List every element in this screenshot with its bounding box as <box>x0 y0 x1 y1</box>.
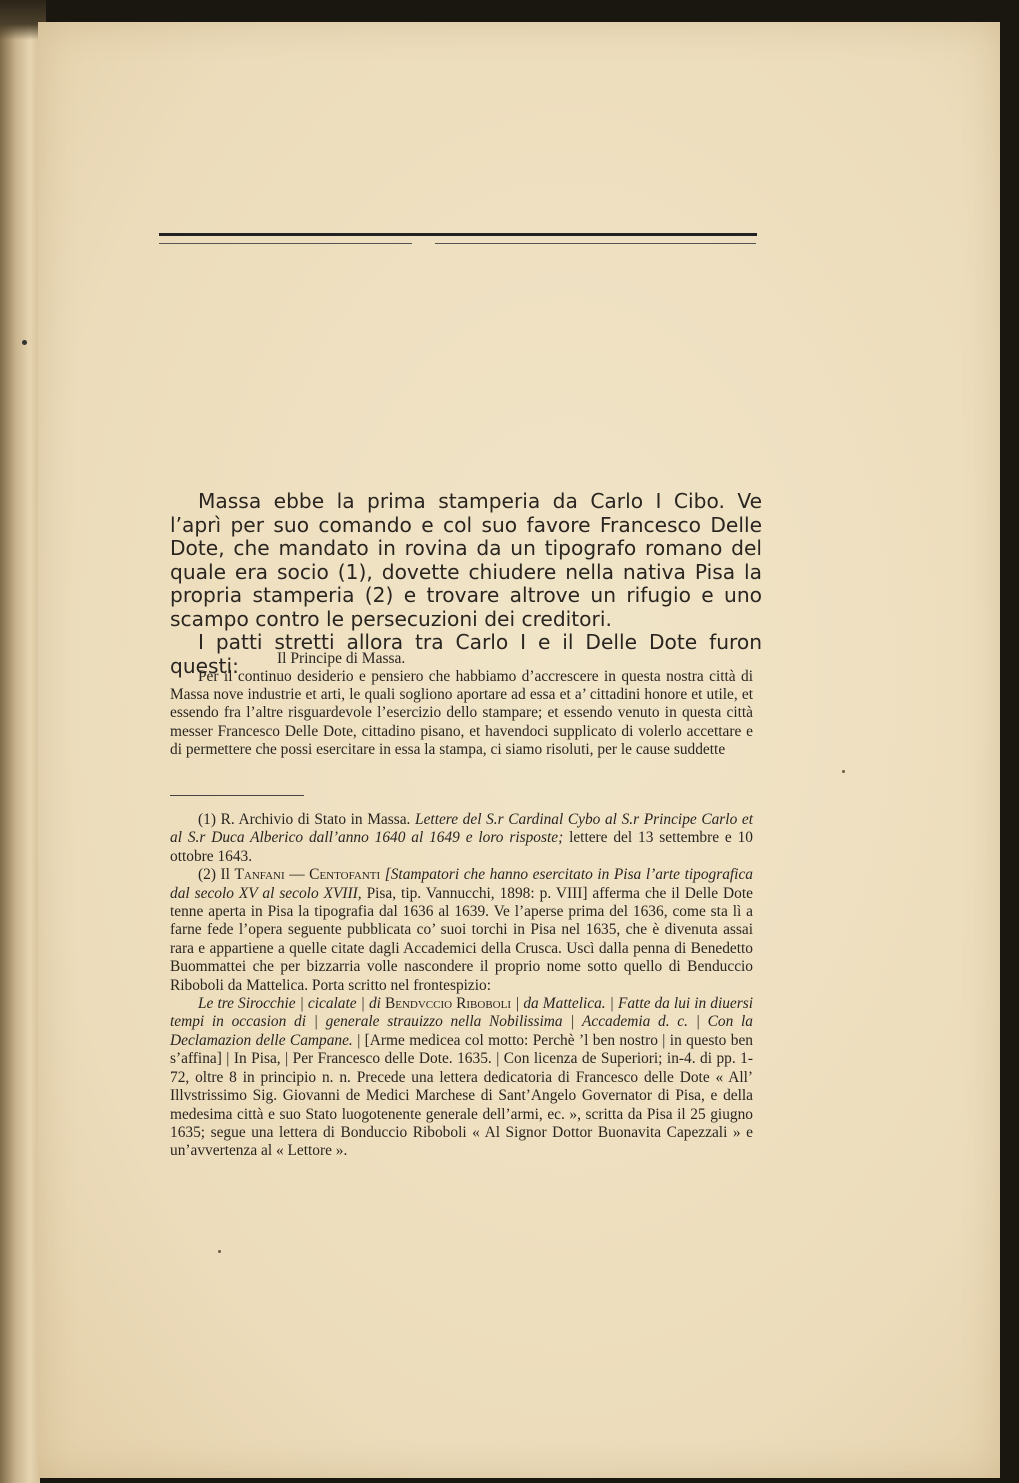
footnote-1-marker: (1) <box>198 811 216 828</box>
footnote-2 <box>170 866 753 995</box>
paper-speck <box>218 1250 221 1253</box>
footnote-1-dates: lettere del 13 settembre e 10 ottobre 1643. <box>170 829 753 865</box>
biblio-details: | [Arme medicea col motto: Perchè ’l ben nostro | in questo ben s’affina] | In Pisa, | Per Francesco delle Dote. 1635. | Con licenza de Superiori; in-4. di pp. 1-72, oltre 8 in principio n. n. Precede una lettera dedicatoria di Francesco delle Dote « All’ Illvstrissimo Sig. Giovanni de Medici Marchese di Sant’Angelo Governator di Pisa, e della medesima città e suo Stato luogotenente generale dell’armi, ec. », scritta da Pisa il 25 giugno 1635; segue una lettera di Bonduccio Riboboli « Al Signor Dottor Buonavita Capezzali » e un’avvertenza al « Lettore ». <box>170 1031 753 1160</box>
main-text <box>170 490 762 678</box>
footnote-2-title: [Stampatori che hanno esercitato in Pisa l’arte tipografica dal secolo XV al secolo XVIII, <box>170 866 753 902</box>
footnote-2-authors: Tanfani — Centofanti <box>234 866 381 884</box>
document-heading: Il Principe di Massa. <box>277 650 406 667</box>
footnote-1 <box>170 811 753 866</box>
header-rule-thin-left <box>159 243 412 244</box>
book-gutter <box>0 0 40 1483</box>
footnote-2-text: Pisa, tip. Vannucchi, 1898: p. VIII] afferma che il Delle Dote tenne aperta in Pisa la tipografia dal 1636 al 1639. Ve l’aperse prima del 1636, come sta lì a farne fede l’opera seguente pubblicata co’ suoi torchi in Pisa nel 1635, che è divenuta assai rara e appartiene a quelle citate dagli Accademici della Crusca. Uscì dalla penna di Benedetto Buommattei che per bizzarria volle nascondere il proprio nome sotto quello di Benduccio Riboboli da Mattelica. Porta scritto nel frontespizio: <box>170 884 753 994</box>
footnotes <box>170 811 753 1161</box>
document-text: Per il continuo desiderio e pensiero che habbiamo d’accrescere in questa nostra città di Massa nove industrie et arti, le quali sogliono aportare ad essa et a’ cittadini honore et utile, et essendo fra l’altre risguardevole l’esercizio dello stampare; et essendo venuto in questa città messer Francesco Delle Dote, cittadino pisano, et havendoci supplicato di volerlo accettare e di permettere che possi esercitare in essa la stampa, ci siamo risoluti, per le cause suddette <box>170 668 753 758</box>
main-paragraph-1: Massa ebbe la prima stamperia da Carlo I Cibo. Ve l’aprì per suo comando e col suo favore Francesco Delle Dote, che mandato in rovina da un tipografo romano del quale era socio (1), dovette chiudere nella nativa Pisa la propria stamperia (2) e trovare altrove un rifugio e uno scampo contro le persecuzioni dei creditori. <box>170 489 762 631</box>
page-speck <box>22 340 27 345</box>
biblio-title-part-1: Le tre Sirocchie | cicalate | di <box>198 995 381 1013</box>
main-paragraph-2: I patti stretti allora tra Carlo I e il Delle Dote furon questi: <box>170 630 762 678</box>
biblio-author-name: Bendvccio Riboboli <box>384 995 512 1013</box>
footnote-1-source: R. Archivio di Stato in Massa. <box>220 811 411 828</box>
footnote-2-bibliography <box>170 995 753 1161</box>
paper-speck <box>842 770 845 773</box>
footnote-2-il: Il <box>220 866 230 884</box>
footnote-2-marker: (2) <box>198 866 216 884</box>
header-rule-thin-right <box>435 243 756 244</box>
header-rule-thick <box>159 233 757 236</box>
biblio-title-part-2: | da Mattelica. | Fatte da lui in diuersi tempi in occasion di | generale strauizzo nella Nobilissima | Accademia d. c. | Con la Declamazion delle Campane. <box>170 995 753 1049</box>
footnote-1-title: Lettere del S.r Cardinal Cybo al S.r Principe Carlo et al S.r Duca Alberico dall’anno 1640 al 1649 e loro risposte; <box>170 811 753 847</box>
footnote-rule <box>170 795 304 796</box>
